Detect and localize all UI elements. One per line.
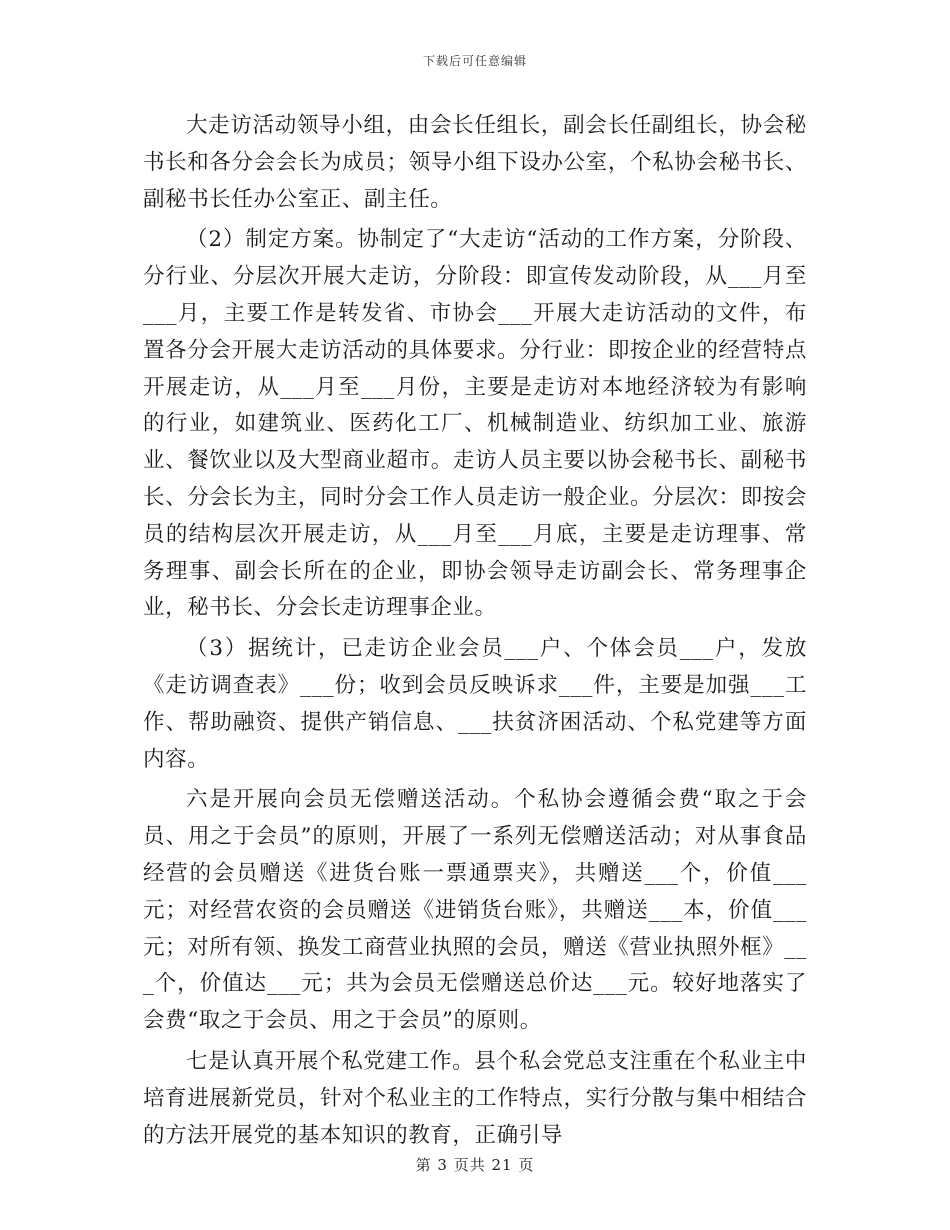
page-header: 下载后可任意编辑 — [422, 54, 527, 68]
paragraph-statistics: （3）据统计，已走访企业会员___户、个体会员___户，发放《走访调查表》___份；收到会员反映诉求___件，主要是加强___工作、帮助融资、提供产销信息、___扶贫济困活动、个私党建等方面内容。 — [143, 636, 807, 772]
paragraph-leadership-group: 大走访活动领导小组，由会长任组长，副会长任副组长，协会秘书长和各分会会长为成员；领导小组下设办公室，个私协会秘书长、副秘书长任办公室正、副主任。 — [143, 113, 807, 212]
document-body — [143, 108, 807, 1154]
paragraph-plan: （2）制定方案。协制定了“大走访“活动的工作方案，分阶段、分行业、分层次开展大走访，分阶段：即宣传发动阶段，从___月至___月，主要工作是转发省、市协会___开展大走访活动的文件，布置各分会开展大走访活动的具体要求。分行业：即按企业的经营特点开展走访，从___月至___月份，主要是走访对本地经济较为有影响的行业，如建筑业、医药化工厂、机械制造业、纺织加工业、旅游业、餐饮业以及大型商业超市。走访人员主要以协会秘书长、副秘书长、分会长为主，同时分会工作人员走访一般企业。分层次：即按会员的结构层次开展走访，从___月至___月底，主要是走访理事、常务理事、副会长所在的企业，即协会领导走访副会长、常务理事企业，秘书长、分会长走访理事企业。 — [143, 227, 807, 621]
paragraph-party-building: 七是认真开展个私党建工作。县个私会党总支注重在个私业主中培育进展新党员，针对个私业主的工作特点，实行分散与集中相结合的方法开展党的基本知识的教育，正确引导 — [143, 1048, 807, 1148]
page-number-footer: 第 3 页共 21 页 — [415, 1156, 535, 1174]
paragraph-free-gifts: 六是开展向会员无偿赠送活动。个私协会遵循会费“取之于会员、用之于会员”的原则，开展了一系列无偿赠送活动；对从事食品经营的会员赠送《进货台账一票通票夹》，共赠送___个，价值___元；对经营农资的会员赠送《进销货台账》，共赠送___本，价值___元；对所有领、换发工商营业执照的会员，赠送《营业执照外框》___个，价值达___元；共为会员无偿赠送总价达___元。较好地落实了会费“取之于会员、用之于会员”的原则。 — [143, 787, 807, 1034]
